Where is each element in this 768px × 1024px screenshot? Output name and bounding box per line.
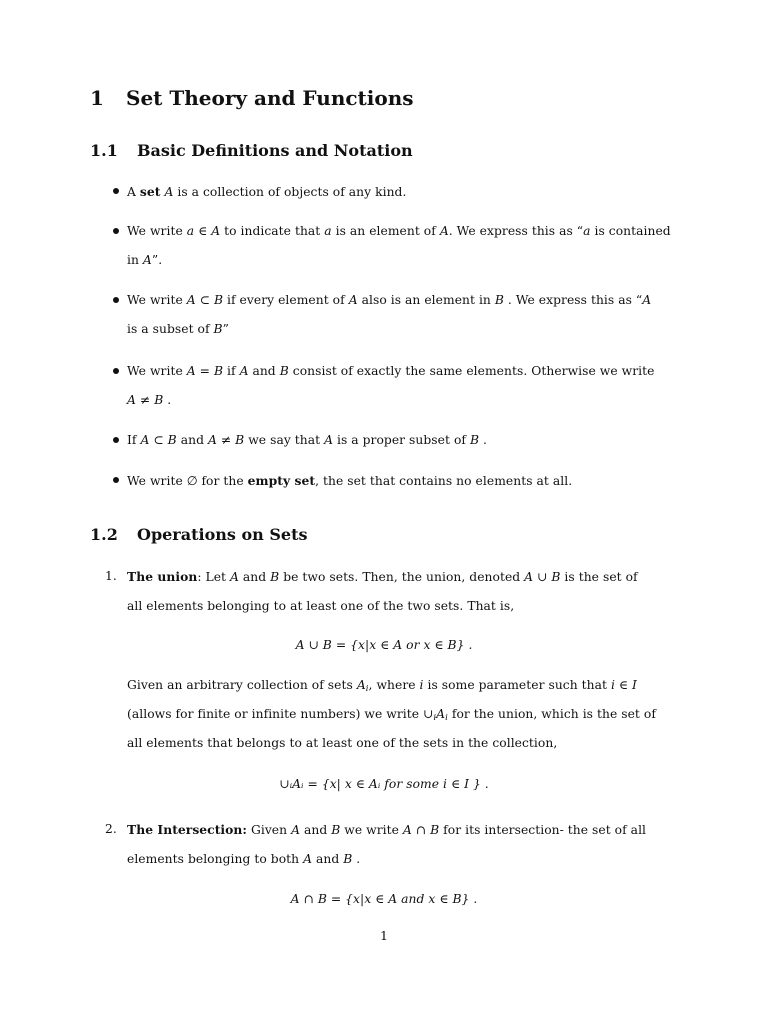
math: A ⊂ B: [186, 293, 224, 307]
math: B: [213, 322, 223, 336]
math: a: [324, 224, 332, 238]
math: A: [239, 364, 249, 378]
text: , the set that contains no elements at all.: [315, 474, 573, 488]
text: consist of exactly the same elements. Otherwise we write: [288, 364, 655, 378]
math: i: [419, 678, 424, 692]
text: is contained: [590, 224, 671, 238]
text: we say that: [244, 433, 325, 447]
term-empty-set: empty set: [247, 473, 316, 488]
subsection-number: 1.1: [90, 141, 118, 160]
section-title: Set Theory and Functions: [126, 86, 414, 110]
math: B: [343, 852, 353, 866]
bullet-dot: [113, 297, 119, 303]
enum-item-intersection: [105, 815, 693, 874]
text: is an element of: [331, 224, 440, 238]
enum-marker: 1.: [105, 569, 117, 583]
math: i: [445, 713, 448, 723]
text: (allows for finite or infinite numbers) we write ∪: [127, 707, 434, 721]
text: all elements that belongs to at least one of the sets in the collection,: [127, 736, 558, 750]
display-equation-union: [0, 631, 768, 660]
text: We write ∅ for the: [127, 474, 248, 488]
text: is a subset of: [127, 322, 214, 336]
math: A ∩ B = {x|x ∈ A and x ∈ B} .: [290, 892, 478, 906]
text: and: [176, 433, 208, 447]
text: ”.: [151, 253, 163, 267]
text: elements belonging to both: [127, 852, 304, 866]
text: A: [127, 185, 140, 199]
text: We write: [127, 293, 187, 307]
bullet-item-element-of: [113, 217, 693, 275]
bullet-dot: [113, 188, 119, 194]
paragraph-arbitrary-union: [127, 671, 693, 758]
text: . We express this as “: [448, 224, 584, 238]
text: also is an element in: [357, 293, 495, 307]
text: is a collection of objects of any kind.: [173, 185, 407, 199]
math: A = B: [186, 364, 224, 378]
subsection-title: Basic Definitions and Notation: [137, 141, 413, 160]
bullet-item-set-definition: [113, 177, 693, 207]
math: A ≠ B: [127, 393, 164, 407]
bullet-item-subset: [113, 286, 693, 344]
math: A: [642, 293, 652, 307]
subsection-number: 1.2: [90, 525, 118, 544]
math: B: [270, 570, 280, 584]
bullet-dot: [113, 477, 119, 483]
text: and: [238, 570, 271, 584]
section-heading: [90, 86, 414, 110]
text: . We express this as “: [503, 293, 643, 307]
text: we write: [340, 823, 403, 837]
text: be two sets. Then, the union, denoted: [279, 570, 525, 584]
text: is the set of: [560, 570, 638, 584]
text: all elements belonging to at least one of the two sets. That is,: [127, 599, 515, 613]
text: .: [479, 433, 487, 447]
math: i: [365, 684, 369, 694]
math: A: [291, 823, 301, 837]
text: : Let: [197, 570, 230, 584]
math: i: [433, 713, 437, 723]
text: ”: [222, 322, 229, 336]
term-set: set: [139, 184, 161, 199]
text: if every element of: [223, 293, 349, 307]
math: A: [436, 707, 446, 721]
math: A: [164, 185, 174, 199]
text: , where: [368, 678, 420, 692]
math: B: [331, 823, 341, 837]
text: If: [127, 433, 141, 447]
bullet-dot: [113, 437, 119, 443]
text: .: [163, 393, 172, 407]
enum-marker: 2.: [105, 822, 117, 836]
text: and: [312, 852, 344, 866]
text: We write: [127, 364, 187, 378]
math: ∪ᵢAᵢ = {x| x ∈ Aᵢ for some i ∈ I } .: [279, 777, 489, 791]
display-equation-intersection: [0, 885, 768, 914]
math: B: [469, 433, 480, 447]
math: A: [439, 224, 449, 238]
math: a: [583, 224, 591, 238]
math: i ∈ I: [610, 678, 637, 692]
text: and: [300, 823, 332, 837]
math: B: [279, 364, 289, 378]
math: A: [356, 678, 366, 692]
math: A ⊂ B: [140, 433, 177, 447]
text: Given an arbitrary collection of sets: [127, 678, 357, 692]
math: A ∪ B: [524, 570, 561, 584]
math: A: [324, 433, 334, 447]
term-union: The union: [127, 569, 198, 584]
text: .: [352, 852, 361, 866]
text: for its intersection- the set of all: [439, 823, 647, 837]
bullet-item-equality: [113, 357, 693, 415]
text: if: [223, 364, 240, 378]
text: and: [248, 364, 280, 378]
text: for the union, which is the set of: [447, 707, 656, 721]
text: in: [127, 253, 143, 267]
display-equation-arbitrary-union: [0, 770, 768, 799]
math: A: [348, 293, 358, 307]
bullet-dot: [113, 368, 119, 374]
math: A ≠ B: [207, 433, 245, 447]
text: We write: [127, 224, 187, 238]
math: B: [494, 293, 504, 307]
bullet-dot: [113, 228, 119, 234]
text: is some parameter such that: [423, 678, 611, 692]
text: to indicate that: [220, 224, 325, 238]
page-number: 1: [380, 928, 388, 943]
text: is a proper subset of: [333, 433, 470, 447]
bullet-item-empty-set: [113, 466, 693, 496]
math: A: [230, 570, 239, 584]
section-number: 1: [90, 86, 104, 110]
math: A: [303, 852, 313, 866]
math: A: [142, 253, 152, 267]
math: A ∩ B: [402, 823, 440, 837]
enum-item-union: [105, 562, 693, 621]
subsection-heading-basic: [90, 141, 413, 160]
subsection-heading-operations: [90, 525, 307, 544]
term-intersection: The Intersection:: [127, 822, 247, 837]
subsection-title: Operations on Sets: [137, 525, 308, 544]
text: Given: [247, 823, 292, 837]
bullet-item-proper-subset: [113, 426, 693, 455]
math: a ∈ A: [186, 224, 221, 238]
math: A ∪ B = {x|x ∈ A or x ∈ B} .: [295, 638, 473, 652]
